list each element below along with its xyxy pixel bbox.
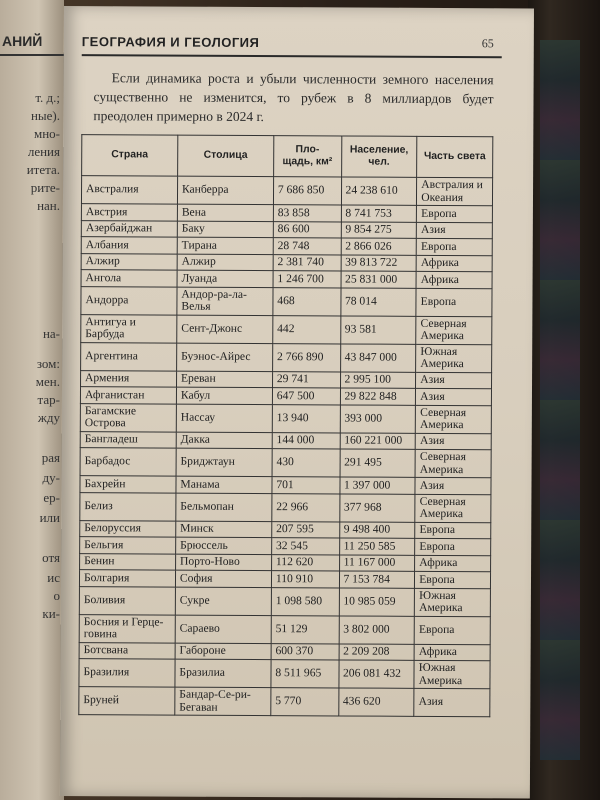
left-page (0, 0, 64, 800)
cell-region: Европа (415, 538, 491, 555)
left-page-fragment: тар- (37, 392, 60, 407)
cell-area: 112 620 (271, 554, 339, 571)
left-page-fragment: рая (41, 450, 60, 465)
cell-population: 43 847 000 (340, 343, 416, 371)
cell-region: Северная Америка (416, 316, 492, 344)
table-row (81, 342, 492, 372)
cell-region: Европа (415, 522, 491, 539)
cell-country: Босния и Герце-говина (79, 614, 175, 643)
cell-capital: Сараево (175, 615, 271, 644)
cell-population: 10 985 059 (339, 587, 415, 615)
cell-capital: Андор-ра-ла-Велья (177, 287, 273, 316)
cell-area: 28 748 (273, 238, 341, 255)
cell-capital: Вена (177, 204, 273, 221)
cell-country: Белоруссия (80, 520, 176, 537)
cell-area: 51 129 (271, 615, 339, 643)
cell-region: Африка (416, 271, 492, 288)
cell-area: 22 966 (272, 493, 340, 521)
cell-country: Албания (81, 237, 177, 254)
cell-area: 600 370 (271, 643, 339, 660)
cell-capital: Сент-Джонс (177, 315, 273, 344)
cell-country: Барбадос (80, 448, 176, 477)
cell-capital: Порто-Ново (175, 554, 271, 571)
left-page-fragment: ные). (30, 108, 60, 123)
cell-region: Азия (416, 372, 492, 389)
cell-population: 3 802 000 (339, 615, 415, 643)
cell-capital: Алжир (177, 254, 273, 271)
cell-capital: Канберра (177, 176, 273, 205)
cell-population: 29 822 848 (340, 388, 416, 405)
cell-area: 8 511 965 (271, 660, 339, 688)
cell-capital: Бандар-Се-ри-Бегаван (175, 687, 271, 716)
cell-population: 24 238 610 (341, 177, 417, 205)
right-page (60, 6, 534, 798)
header-country: Страна (82, 135, 178, 177)
table-row (79, 586, 490, 616)
cell-country: Бруней (79, 687, 175, 716)
left-page-fragment: ис (47, 570, 60, 585)
cell-area: 29 741 (272, 371, 340, 388)
table-row (81, 286, 492, 316)
cell-population: 2 866 026 (341, 238, 417, 255)
cell-region: Азия (415, 477, 491, 494)
cell-area: 701 (272, 477, 340, 494)
cell-capital: Минск (176, 521, 272, 538)
cell-area: 83 858 (273, 205, 341, 222)
header-capital: Столица (178, 135, 274, 177)
left-page-fragment: т. д.; (35, 90, 60, 105)
cell-population: 291 495 (340, 449, 416, 477)
cell-population: 25 831 000 (341, 271, 417, 288)
cell-area: 110 910 (271, 571, 339, 588)
header-region: Часть света (417, 136, 493, 177)
cell-capital: Габороне (175, 643, 271, 660)
left-page-fragment: ки- (42, 606, 60, 621)
cell-population: 9 854 275 (341, 221, 417, 238)
table-row (80, 403, 491, 433)
cell-country: Алжир (81, 253, 177, 270)
table-row (80, 492, 491, 522)
book-cover-edge (540, 40, 580, 760)
cell-area: 2 381 740 (273, 254, 341, 271)
cell-country: Багамские Острова (80, 403, 176, 432)
left-page-fragment: отя (42, 550, 60, 565)
left-page-fragment: мно- (33, 126, 60, 141)
cell-region: Северная Америка (416, 405, 492, 433)
cell-region: Азия (416, 388, 492, 405)
cell-population: 1 397 000 (339, 477, 415, 494)
cell-country: Боливия (79, 586, 175, 615)
cell-region: Европа (415, 571, 491, 588)
cell-population: 78 014 (340, 287, 416, 315)
left-page-fragment: ления (27, 144, 60, 159)
table-row (81, 176, 492, 206)
cell-country: Бенин (80, 553, 176, 570)
cell-area: 1 098 580 (271, 587, 339, 615)
cell-country: Бангладеш (80, 431, 176, 448)
left-page-header: АНИЙ (0, 28, 64, 56)
cell-population: 11 167 000 (339, 554, 415, 571)
table-header-row (82, 135, 493, 178)
cell-population: 7 153 784 (339, 571, 415, 588)
cell-area: 7 686 850 (273, 177, 341, 205)
cell-region: Африка (414, 644, 490, 661)
cell-capital: Буэнос-Айрес (177, 343, 273, 372)
cell-country: Австрия (81, 204, 177, 221)
page-number: 65 (481, 36, 494, 51)
table-row (79, 687, 490, 717)
cell-country: Бельгия (80, 537, 176, 554)
cell-area: 1 246 700 (273, 271, 341, 288)
left-page-fragment: ду- (42, 470, 60, 485)
cell-region: Азия (414, 688, 490, 716)
left-page-fragment: на- (42, 326, 60, 341)
cell-area: 144 000 (272, 432, 340, 449)
cell-country: Аргентина (81, 342, 177, 371)
left-page-fragment: нан. (37, 198, 60, 213)
cell-region: Австралия и Океания (417, 177, 493, 205)
cell-area: 647 500 (272, 388, 340, 405)
cell-capital: Луанда (177, 270, 273, 287)
cell-region: Северная Америка (415, 494, 491, 522)
cell-population: 436 620 (338, 688, 414, 716)
cell-capital: Бразилиа (175, 659, 271, 688)
cell-area: 86 600 (273, 221, 341, 238)
cell-population: 8 741 753 (341, 205, 417, 222)
cell-population: 11 250 585 (339, 538, 415, 555)
cell-capital: Бельмопан (176, 493, 272, 522)
cell-capital: Кабул (176, 387, 272, 404)
cell-region: Европа (416, 288, 492, 316)
left-page-fragment: жду (37, 410, 60, 425)
cell-population: 393 000 (340, 404, 416, 432)
cell-country: Азербайджан (81, 220, 177, 237)
cell-area: 13 940 (272, 404, 340, 432)
left-page-fragment: итета. (26, 162, 60, 177)
header-population: Население, чел. (341, 136, 417, 177)
cell-area: 2 766 890 (272, 343, 340, 371)
cell-population: 2 995 100 (340, 371, 416, 388)
left-page-fragment: зом: (36, 356, 60, 371)
cell-country: Белиз (80, 492, 176, 521)
table-row (81, 314, 492, 344)
cell-region: Европа (414, 616, 490, 644)
cell-region: Азия (417, 222, 493, 239)
cell-population: 9 498 400 (339, 521, 415, 538)
cell-region: Южная Америка (415, 588, 491, 616)
cell-capital: Бриджтаун (176, 448, 272, 477)
cell-population: 93 581 (340, 315, 416, 343)
table-body (79, 176, 493, 717)
cell-population: 206 081 432 (338, 660, 414, 688)
cell-country: Болгария (79, 570, 175, 587)
cell-area: 468 (273, 287, 341, 315)
cell-country: Бразилия (79, 659, 175, 688)
cell-region: Европа (416, 238, 492, 255)
cell-capital: Нассау (176, 404, 272, 433)
cell-capital: Баку (177, 221, 273, 238)
table-row (79, 659, 490, 689)
cell-region: Северная Америка (415, 449, 491, 477)
section-title: ГЕОГРАФИЯ И ГЕОЛОГИЯ (81, 34, 260, 51)
cell-capital: Дакка (176, 432, 272, 449)
left-page-fragment: мен. (35, 374, 60, 389)
intro-paragraph: Если динамика роста и убыли численности земного населения существенно не изменится, то рубеж в 8 миллиардов будет преодолен примерно в 2024 г. (93, 70, 494, 125)
cell-capital: Сукре (175, 587, 271, 616)
cell-country: Бахрейн (80, 476, 176, 493)
left-page-fragment: рите- (30, 180, 60, 195)
cell-area: 5 770 (271, 688, 339, 716)
cell-region: Африка (416, 255, 492, 272)
left-page-fragment: или (39, 510, 60, 525)
cell-population: 377 968 (339, 493, 415, 521)
cell-country: Ботсвана (79, 642, 175, 659)
cell-region: Африка (415, 555, 491, 572)
cell-capital: Тирана (177, 237, 273, 254)
table-row (79, 614, 490, 644)
cell-area: 442 (273, 315, 341, 343)
cell-capital: Ереван (176, 371, 272, 388)
cell-country: Ангола (81, 270, 177, 287)
table-row (80, 448, 491, 478)
cell-region: Европа (417, 205, 493, 222)
cell-population: 39 813 722 (341, 254, 417, 271)
cell-capital: Брюссель (176, 537, 272, 554)
left-page-fragment: ер- (43, 490, 60, 505)
cell-country: Австралия (81, 176, 177, 205)
cell-country: Антигуа и Барбуда (81, 314, 177, 343)
running-head (82, 32, 502, 58)
cell-region: Южная Америка (414, 660, 490, 688)
cell-country: Андорра (81, 286, 177, 315)
cell-capital: Манама (176, 476, 272, 493)
cell-area: 207 595 (272, 521, 340, 538)
left-page-fragment: о (53, 588, 60, 603)
cell-area: 32 545 (271, 538, 339, 555)
cell-region: Южная Америка (416, 344, 492, 372)
countries-table (78, 134, 493, 717)
cell-country: Афганистан (80, 387, 176, 404)
cell-area: 430 (272, 449, 340, 477)
cell-population: 2 209 208 (339, 643, 415, 660)
cell-region: Азия (415, 433, 491, 450)
cell-country: Армения (81, 370, 177, 387)
cell-population: 160 221 000 (340, 432, 416, 449)
header-area: Пло- щадь, км² (273, 136, 341, 177)
cell-capital: София (175, 570, 271, 587)
